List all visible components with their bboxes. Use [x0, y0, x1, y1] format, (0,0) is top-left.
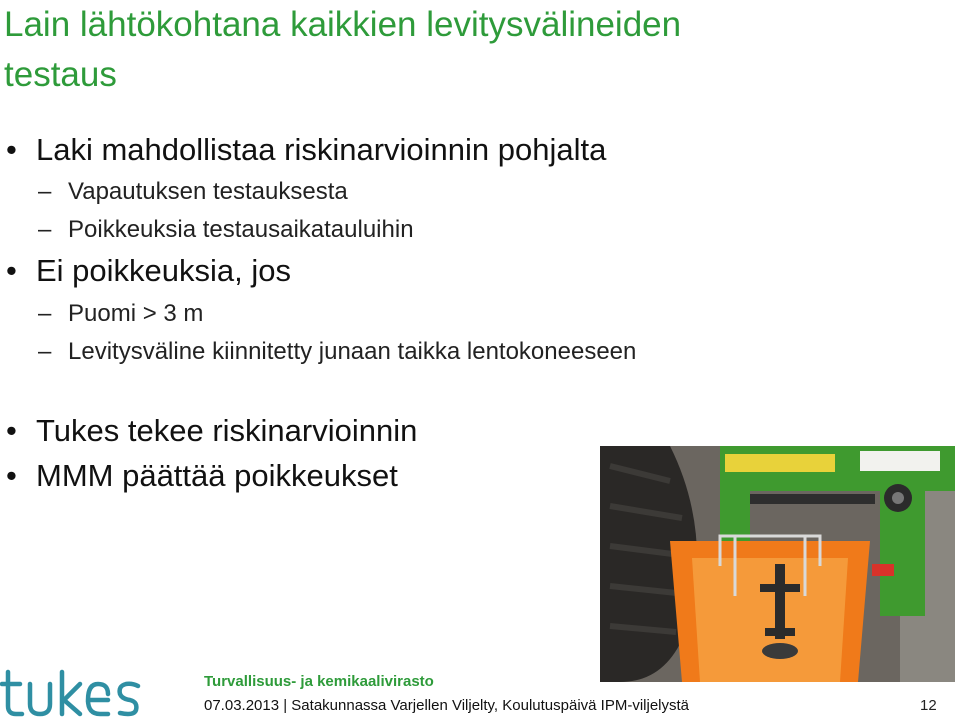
bullet-icon: • [6, 132, 17, 167]
sub-bullet-item [38, 178, 348, 206]
sub-bullet-text: Vapautuksen testauksesta [68, 178, 348, 205]
bullet-text: Tukes tekee riskinarvioinnin [36, 413, 418, 448]
bullet-text: Ei poikkeuksia, jos [36, 253, 292, 288]
dash-icon: – [38, 338, 52, 365]
tukes-logo [0, 664, 142, 720]
slide-title-line-2: testaus [4, 55, 117, 94]
sub-bullet-item [38, 216, 414, 244]
bullet-text: Laki mahdollistaa riskinarvioinnin pohjalta [36, 132, 607, 167]
bullet-icon: • [6, 413, 17, 448]
sub-bullet-text: Puomi > 3 m [68, 300, 204, 327]
dash-icon: – [38, 300, 52, 327]
bullet-icon: • [6, 253, 17, 288]
dash-icon: – [38, 216, 52, 243]
dash-icon: – [38, 178, 52, 205]
footer-organization: Turvallisuus- ja kemikaalivirasto [204, 673, 434, 690]
sub-bullet-item [38, 300, 203, 328]
sprayer-photo [600, 446, 955, 682]
sub-bullet-text: Levitysväline kiinnitetty junaan taikka lentokoneeseen [68, 338, 637, 365]
tukes-logo-icon [0, 664, 142, 720]
bullet-item [6, 458, 398, 494]
sub-bullet-text: Poikkeuksia testausaikatauluihin [68, 216, 414, 243]
bullet-item [6, 253, 291, 289]
bullet-text: MMM päättää poikkeukset [36, 458, 398, 493]
bullet-icon: • [6, 458, 17, 493]
bullet-item [6, 132, 606, 168]
bullet-item [6, 413, 417, 449]
slide-title-line-1: Lain lähtökohtana kaikkien levitysvälineiden [4, 5, 682, 44]
sub-bullet-item [38, 338, 636, 366]
page-number: 12 [920, 697, 937, 714]
sprayer-photo-illustration [600, 446, 955, 682]
slide-title [4, 0, 944, 100]
footer-text: 07.03.2013 | Satakunnassa Varjellen Viljelty, Koulutuspäivä IPM-viljelystä [204, 697, 690, 714]
